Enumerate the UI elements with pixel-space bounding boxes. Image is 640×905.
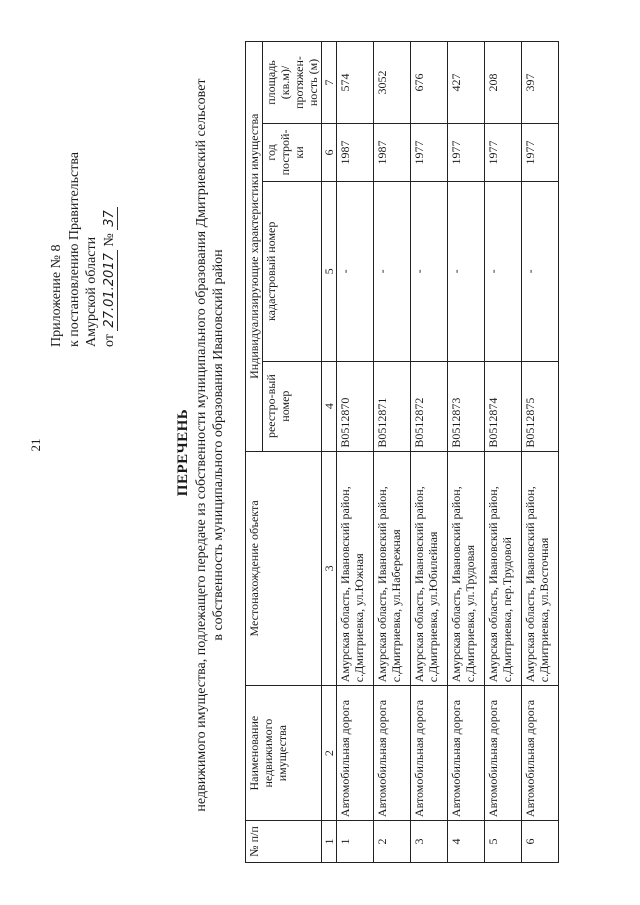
row-area: 3052 [374, 42, 411, 124]
decree-number: 37 [102, 207, 118, 230]
row-cadastral: - [411, 181, 448, 361]
col-number: 1 [322, 821, 337, 863]
row-name: Автомобильная дорога [337, 686, 374, 821]
number-prefix: № [101, 233, 117, 247]
table-row [411, 42, 448, 863]
decree-date: 27.01.2017 [102, 250, 118, 330]
header-area: площадь (кв.м)/ протяжен-ность (м) [263, 42, 322, 124]
row-num: 6 [522, 821, 559, 863]
row-num: 2 [374, 821, 411, 863]
row-year: 1987 [337, 123, 374, 181]
header-location: Местонахождение объекта [246, 451, 322, 686]
row-name: Автомобильная дорога [448, 686, 485, 821]
row-name: Автомобильная дорога [374, 686, 411, 821]
header-year: год построй-ки [263, 123, 322, 181]
row-cadastral: - [448, 181, 485, 361]
appendix-line-3: Амурской области [84, 236, 99, 347]
document-subtitle: недвижимого имущества, подлежащего передаче из собственности муниципального образования Дмитриевский сельсовет в собственность муниципального образования Ивановский район [194, 78, 226, 812]
row-registry: В0512874 [485, 361, 522, 451]
row-year: 1987 [374, 123, 411, 181]
row-name: Автомобильная дорога [522, 686, 559, 821]
row-area: 427 [448, 42, 485, 124]
col-number: 4 [322, 361, 337, 451]
row-registry: В0512875 [522, 361, 559, 451]
row-name: Автомобильная дорога [485, 686, 522, 821]
header-num: № п/п [246, 821, 322, 863]
row-cadastral: - [337, 181, 374, 361]
page-number: 21 [28, 438, 43, 452]
row-registry: В0512870 [337, 361, 374, 451]
row-year: 1977 [448, 123, 485, 181]
row-num: 3 [411, 821, 448, 863]
row-year: 1977 [411, 123, 448, 181]
table-row [522, 42, 559, 863]
row-year: 1977 [485, 123, 522, 181]
property-table [245, 41, 559, 863]
row-location: Амурская область, Ивановский район, с.Дмитриевка, ул.Восточная [522, 451, 559, 686]
row-year: 1977 [522, 123, 559, 181]
row-cadastral: - [485, 181, 522, 361]
appendix-line-4 [101, 57, 119, 347]
row-registry: В0512872 [411, 361, 448, 451]
document-title: ПЕРЕЧЕНЬ [175, 408, 191, 497]
header-row-1 [246, 42, 263, 863]
row-registry: В0512871 [374, 361, 411, 451]
col-number: 6 [322, 123, 337, 181]
row-location: Амурская область, Ивановский район, с.Дмитриевка, ул.Южная [337, 451, 374, 686]
row-num: 4 [448, 821, 485, 863]
table-row [485, 42, 522, 863]
row-registry: В0512873 [448, 361, 485, 451]
table-row [337, 42, 374, 863]
row-cadastral: - [522, 181, 559, 361]
col-number: 3 [322, 451, 337, 686]
date-prefix: от [101, 334, 117, 347]
row-location: Амурская область, Ивановский район, с.Дмитриевка, ул.Набережная [374, 451, 411, 686]
row-location: Амурская область, Ивановский район, с.Дмитриевка, ул.Юбилейная [411, 451, 448, 686]
row-num: 1 [337, 821, 374, 863]
column-number-row [322, 42, 337, 863]
row-area: 574 [337, 42, 374, 124]
col-number: 2 [322, 686, 337, 821]
row-area: 208 [485, 42, 522, 124]
header-cadastral: кадастровый номер [263, 181, 322, 361]
col-number: 5 [322, 181, 337, 361]
appendix-line-2: к постановлению Правительства [66, 151, 82, 347]
appendix-line-1: Приложение № 8 [49, 244, 64, 347]
row-cadastral: - [374, 181, 411, 361]
row-name: Автомобильная дорога [411, 686, 448, 821]
header-registry: реестро-вый номер [263, 361, 322, 451]
row-area: 397 [522, 42, 559, 124]
row-num: 5 [485, 821, 522, 863]
table-row [374, 42, 411, 863]
header-name: Наименование недвижимого имущества [246, 686, 322, 821]
appendix-header [48, 57, 118, 347]
table-row [448, 42, 485, 863]
row-location: Амурская область, Ивановский район, с.Дмитриевка, пер.Трудовой [485, 451, 522, 686]
header-characteristics: Индивидуализирующие характеристики имущества [246, 42, 263, 452]
row-location: Амурская область, Ивановский район, с.Дмитриевка, ул.Трудовая [448, 451, 485, 686]
row-area: 676 [411, 42, 448, 124]
col-number: 7 [322, 42, 337, 124]
